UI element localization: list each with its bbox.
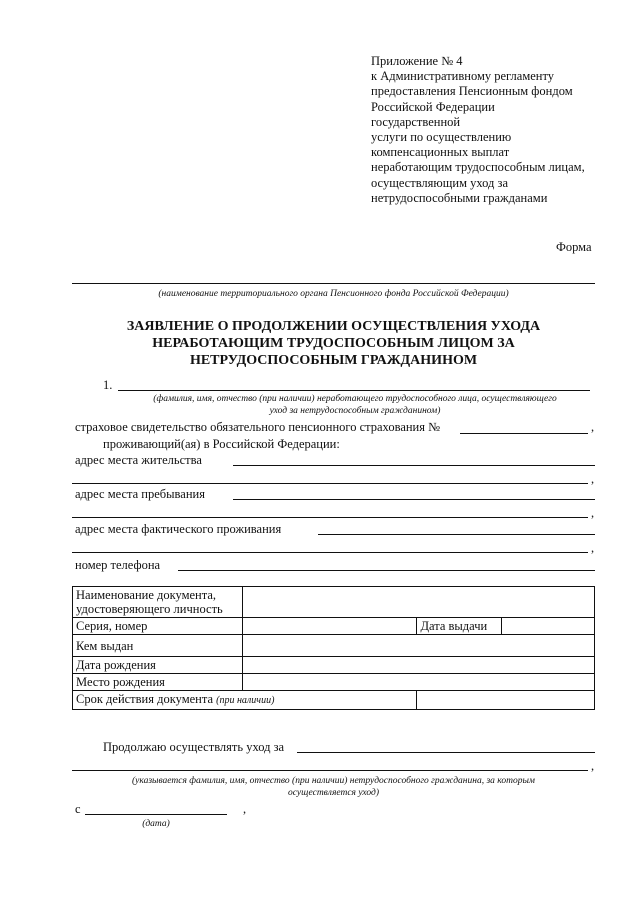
appendix-line: Приложение № 4: [371, 54, 463, 68]
table-row: [73, 674, 595, 691]
date-caption: (дата): [142, 819, 170, 829]
table-row: [73, 657, 595, 674]
doc-name-label-2: удостоверяющего личность: [76, 602, 223, 616]
insurance-number-field[interactable]: [460, 433, 588, 434]
appendix-line: к Административному регламенту: [371, 69, 555, 84]
birth-date-value[interactable]: [242, 657, 594, 674]
applicant-caption-2: уход за нетрудоспособным гражданином): [269, 406, 441, 416]
birth-place-label: Место рождения: [73, 674, 243, 691]
appendix-line: услуги по осуществлению: [371, 130, 512, 145]
from-label: с: [75, 802, 81, 816]
table-row: [73, 587, 595, 618]
series-value[interactable]: [242, 618, 417, 635]
validity-note: (при наличии): [216, 695, 275, 706]
table-row: [73, 618, 595, 635]
applicant-caption-1: (фамилия, имя, отчество (при наличии) неработающего трудоспособного лица, осуществляющего: [153, 394, 557, 404]
comma: ,: [591, 472, 595, 486]
address-residence-label: адрес места жительства: [75, 453, 202, 467]
comma: ,: [591, 759, 595, 773]
form-label: Форма: [556, 240, 592, 254]
comma: ,: [591, 541, 595, 555]
ward-name-field-2[interactable]: [72, 770, 588, 771]
comma: ,: [591, 420, 595, 434]
form-title: [72, 318, 595, 369]
identity-document-table: [72, 586, 595, 710]
table-row: [73, 691, 595, 710]
issued-by-value[interactable]: [242, 635, 594, 657]
address-actual-field-2[interactable]: [72, 552, 588, 553]
series-label: Серия, номер: [73, 618, 243, 635]
date-field[interactable]: [85, 814, 227, 815]
address-stay-label: адрес места пребывания: [75, 487, 205, 501]
address-residence-field[interactable]: [233, 465, 595, 466]
doc-name-value[interactable]: [242, 587, 594, 618]
appendix-line: предоставления Пенсионным фондом: [371, 84, 573, 99]
org-caption: (наименование территориального органа Пенсионного фонда Российской Федерации): [158, 289, 509, 299]
title-line-1: ЗАЯВЛЕНИЕ О ПРОДОЛЖЕНИИ ОСУЩЕСТВЛЕНИЯ УХОДА: [126, 319, 541, 334]
validity-label: Срок действия документа: [76, 692, 214, 706]
appendix-line: государственной: [371, 114, 461, 129]
birth-place-value[interactable]: [242, 674, 594, 691]
appendix-line: Российской Федерации: [371, 99, 495, 114]
phone-label: номер телефона: [75, 558, 161, 572]
ward-name-field[interactable]: [297, 752, 595, 753]
phone-field[interactable]: [178, 570, 595, 571]
validity-label-cell: [73, 691, 417, 710]
appendix-line: нетрудоспособными гражданами: [371, 190, 548, 205]
applicant-name-field[interactable]: [118, 390, 590, 391]
appendix-line: компенсационных выплат: [371, 145, 510, 160]
appendix-block: [371, 54, 585, 206]
appendix-line: осуществляющим уход за: [371, 175, 508, 190]
org-name-field[interactable]: [72, 283, 595, 284]
insurance-label: страховое свидетельство обязательного пенсионного страхования №: [75, 420, 441, 434]
address-actual-field[interactable]: [318, 534, 595, 535]
table-row: [73, 635, 595, 657]
validity-value[interactable]: [417, 691, 595, 710]
title-line-2: НЕРАБОТАЮЩИМ ТРУДОСПОСОБНЫМ ЛИЦОМ ЗА: [152, 336, 515, 351]
birth-date-label: Дата рождения: [73, 657, 243, 674]
comma: ,: [591, 506, 595, 520]
address-stay-field[interactable]: [233, 499, 595, 500]
appendix-line: неработающим трудоспособным лицам,: [371, 160, 585, 175]
title-line-3: НЕТРУДОСПОСОБНЫМ ГРАЖДАНИНОМ: [189, 353, 478, 368]
address-actual-label: адрес места фактического проживания: [75, 522, 282, 536]
item-number: 1.: [103, 378, 113, 392]
doc-name-label-1: Наименование документа,: [76, 588, 217, 602]
issue-date-label: Дата выдачи: [417, 618, 502, 635]
residing-label: проживающий(ая) в Российской Федерации:: [103, 437, 340, 451]
ward-caption-1: (указывается фамилия, имя, отчество (при наличии) нетрудоспособного гражданина, за которым: [132, 776, 535, 786]
continue-label: Продолжаю осуществлять уход за: [103, 740, 285, 754]
doc-name-label-cell: [73, 587, 243, 618]
address-stay-field-2[interactable]: [72, 517, 588, 518]
address-residence-field-2[interactable]: [72, 483, 588, 484]
issued-by-label: Кем выдан: [73, 635, 243, 657]
ward-caption-2: осуществляется уход): [287, 788, 379, 798]
comma: ,: [243, 802, 247, 816]
issue-date-value[interactable]: [502, 618, 595, 635]
